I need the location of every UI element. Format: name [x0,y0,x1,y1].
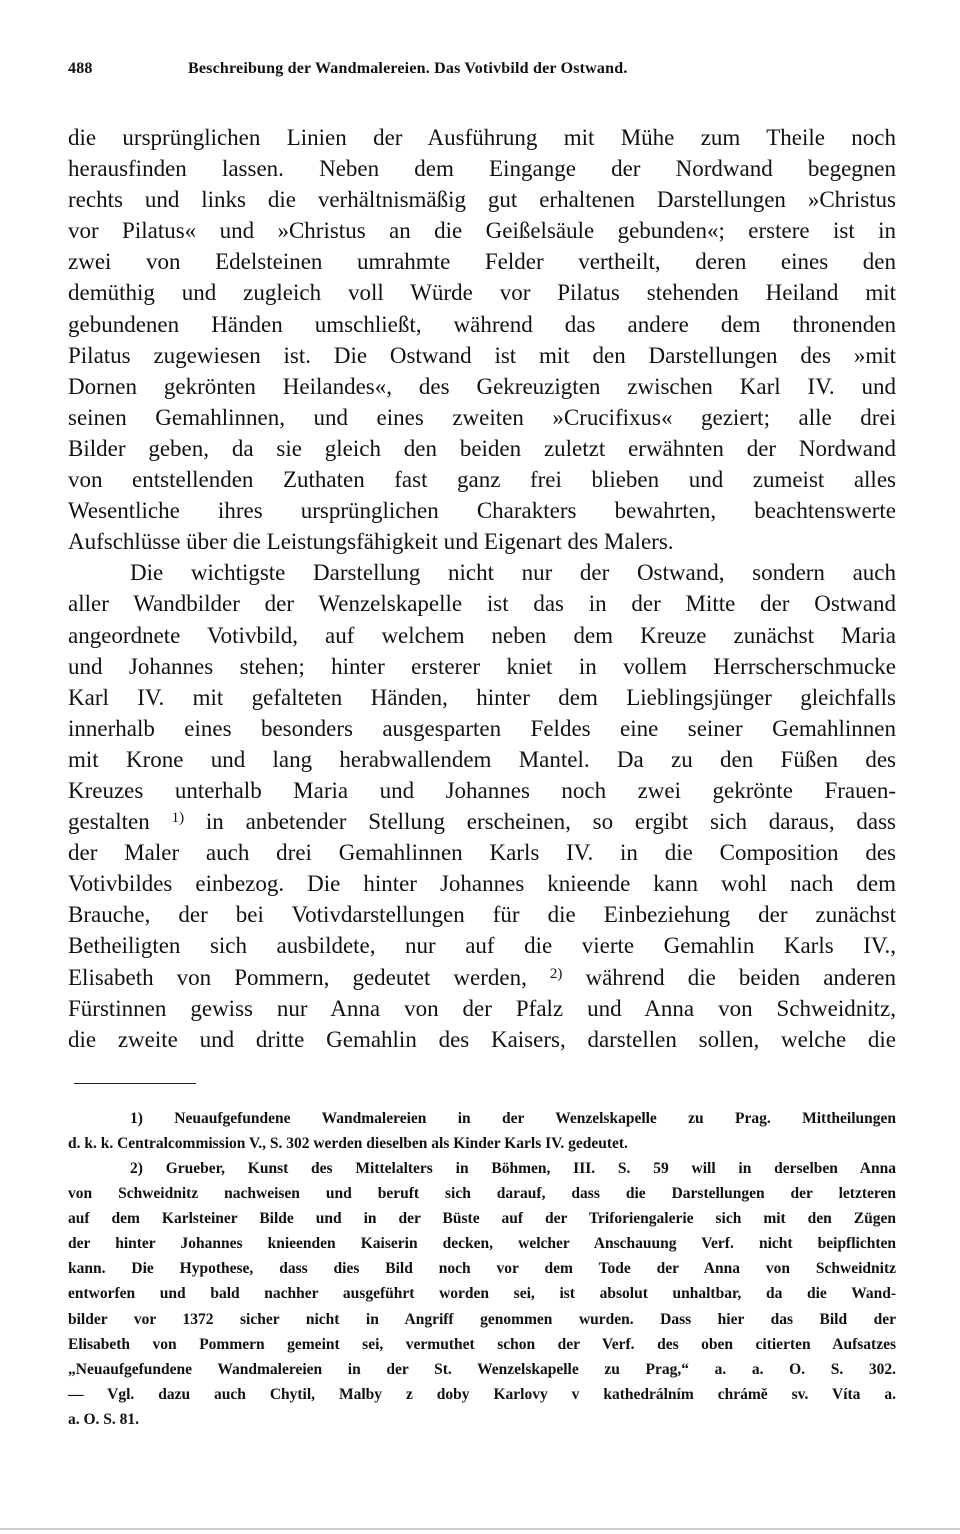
footnote-line: 2) Grueber, Kunst des Mittelalters in Böhmen, III. S. 59 will in derselben Anna [130,1160,896,1177]
text-line: Brauche, der bei Votivdarstellungen für die Einbeziehung der zunächst [68,902,896,928]
text-line: vor Pilatus« und »Christus an die Geißelsäule gebunden«; erstere ist in [68,218,896,244]
text-line: Dornen gekrönten Heilandes«, des Gekreuzigten zwischen Karl IV. und [68,373,896,399]
text-line: Die wichtigste Darstellung nicht nur der Ostwand, sondern auch [130,560,896,586]
scan-edge [0,1528,960,1530]
running-header [68,60,896,92]
paragraph-2 [68,557,896,1055]
text-line: Betheiligten sich ausbildete, nur auf die vierte Gemahlin Karls IV., [68,933,896,959]
text-line: Pilatus zugewiesen ist. Die Ostwand ist mit den Darstellungen des »mit [68,342,896,368]
text-line: rechts und links die verhältnismäßig gut erhaltenen Darstellungen »Christus [68,187,896,213]
footnote-line: — Vgl. dazu auch Chytil, Malby z doby Karlovy v kathedrálním chrámě sv. Víta a. [68,1385,896,1403]
footnote-2 [68,1156,896,1432]
footnote-reference-2[interactable]: 2) [549,965,563,982]
text-line: demüthig und zugleich voll Würde vor Pilatus stehenden Heiland mit [68,280,896,306]
text-line: der Maler auch drei Gemahlinnen Karls IV. in die Composition des [68,840,896,866]
text-line: gebundenen Händen umschließt, während das andere dem thronenden [68,311,896,337]
text-line: herausfinden lassen. Neben dem Eingange der Nordwand begegnen [68,156,896,182]
text-segment: während die beiden anderen [585,964,897,990]
footnote-line: d. k. k. Centralcommission V., S. 302 werden dieselben als Kinder Karls IV. gedeutet. [68,1134,628,1152]
footnote-line: kann. Die Hypothese, dass dies Bild noch vor dem Tode der Anna von Schweidnitz [68,1260,896,1278]
footnote-line: 1) Neuaufgefundene Wandmalereien in der Wenzelskapelle zu Prag. Mittheilungen [130,1109,896,1127]
text-line: die ursprünglichen Linien der Ausführung mit Mühe zum Theile noch [68,125,896,150]
text-line: Karl IV. mit gefalteten Händen, hinter dem Lieblingsjünger gleichfalls [68,684,896,710]
text-segment: gestalten [68,809,150,835]
text-segment: Elisabeth von Pommern, gedeutet werden, [68,964,527,990]
footnote-1 [68,1106,896,1156]
text-line: innerhalb eines besonders ausgesparten Feldes eine seiner Gemahlinnen [68,715,896,741]
main-text [68,122,896,1055]
text-line [68,806,896,837]
page-number: 488 [68,60,93,77]
text-line: Bilder geben, da sie gleich den beiden zuletzt erwähnten der Nordwand [68,435,896,461]
text-line: Votivbildes einbezog. Die hinter Johannes knieende kann wohl nach dem [68,871,896,897]
footnote-line: bilder vor 1372 sicher nicht in Angriff genommen wurden. Dass hier das Bild der [68,1310,896,1328]
text-line: angeordnete Votivbild, auf welchem neben dem Kreuze zunächst Maria [68,622,896,648]
text-line: Wesentliche ihres ursprünglichen Charakters bewahrten, beachtenswerte [68,498,896,524]
text-line: und Johannes stehen; hinter ersterer kniet in vollem Herrscherschmucke [68,653,896,679]
text-line [68,962,896,993]
paragraph-1 [68,122,896,557]
text-line: die zweite und dritte Gemahlin des Kaisers, darstellen sollen, welche die [68,1026,896,1052]
text-line: Fürstinnen gewiss nur Anna von der Pfalz und Anna von Schweidnitz, [68,995,896,1021]
text-line: mit Krone und lang herabwallendem Mantel. Da zu den Füßen des [68,746,896,772]
text-line: Aufschlüsse über die Leistungsfähigkeit und Eigenart des Malers. [68,529,674,555]
footnote-divider [74,1083,196,1084]
text-line: aller Wandbilder der Wenzelskapelle ist das in der Mitte der Ostwand [68,591,896,617]
footnote-line: auf dem Karlsteiner Bilde und in der Büste auf der Triforiengalerie sich mit den Zügen [68,1210,896,1228]
footnote-line: a. O. S. 81. [68,1410,140,1428]
text-line: seinen Gemahlinnen, und eines zweiten »Crucifixus« geziert; alle drei [68,404,896,430]
footnote-line: von Schweidnitz nachweisen und beruft sich darauf, dass die Darstellungen der letzteren [68,1185,896,1203]
footnotes [68,1106,896,1432]
text-line: zwei von Edelsteinen umrahmte Felder vertheilt, deren eines den [68,249,896,275]
footnote-line: „Neuaufgefundene Wandmalereien in der St. Wenzelskapelle zu Prag,“ a. a. O. S. 302. [68,1360,896,1378]
text-line: Kreuzes unterhalb Maria und Johannes noch zwei gekrönte Frauen- [68,777,896,803]
text-line: von entstellenden Zuthaten fast ganz frei blieben und zumeist alles [68,467,896,493]
book-page [68,60,896,1432]
text-segment: in anbetender Stellung erscheinen, so ergibt sich daraus, dass [205,809,896,835]
running-title: Beschreibung der Wandmalereien. Das Votivbild der Ostwand. [188,60,628,77]
footnote-line: entworfen und bald nachher ausgeführt worden sei, ist absolut unhaltbar, da die Wand- [68,1285,896,1303]
footnote-reference-1[interactable]: 1) [171,810,185,827]
footnote-line: der hinter Johannes knieenden Kaiserin decken, welcher Anschauung Verf. nicht beipflichten [68,1235,896,1253]
footnote-line: Elisabeth von Pommern gemeint sei, vermuthet schon der Verf. des oben citierten Aufsatzes [68,1335,896,1353]
